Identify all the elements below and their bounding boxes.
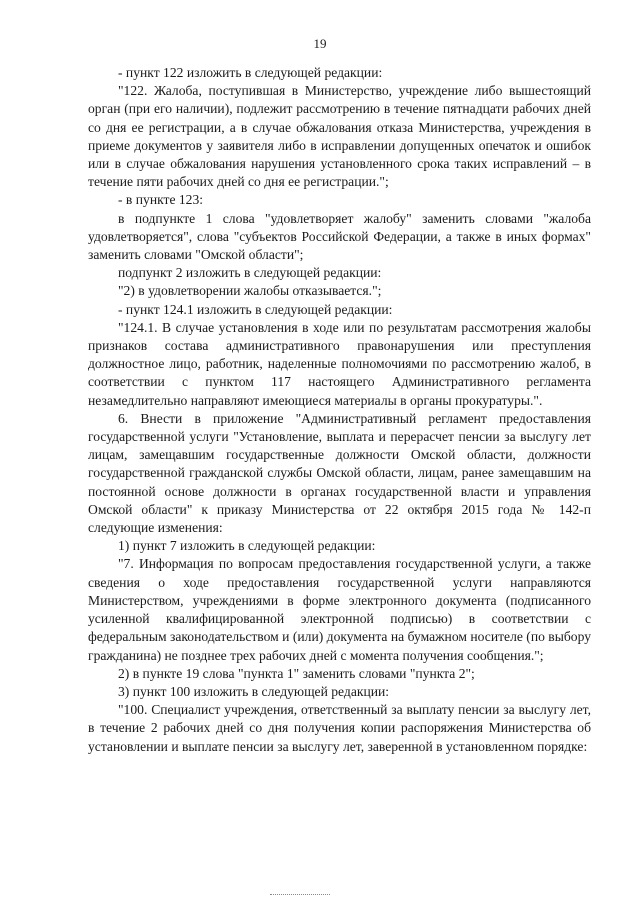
paragraph: "122. Жалоба, поступившая в Министерство, учреждение либо вышестоящий орган (при его наличии), подлежит рассмотрению в течение пятнадцати рабочих дней со дня ее регистрации, а в случае обжалования отказа Министерства, учреждения в приеме документов у заявителя либо в исправлении допущенных опечаток и ошибок или в случае обжалования нарушения установленного срока таких исправлений – в течение пяти рабочих дней со дня ее регистрации."; xyxy=(88,83,591,190)
paragraph: - в пункте 123: xyxy=(118,192,204,208)
paragraph: 3) пункт 100 изложить в следующей редакции: xyxy=(118,683,390,699)
scan-artifact-divider xyxy=(270,894,330,897)
document-body xyxy=(88,64,591,756)
paragraph: "2) в удовлетворении жалобы отказывается."; xyxy=(118,283,382,299)
paragraph: "124.1. В случае установления в ходе или по результатам рассмотрения жалобы признаков состава административного правонарушения или преступления должностное лицо, работник, наделенные полномочиями по рассмотрению жалоб, в соответствии с пунктом 117 настоящего Административного регламента незамедлительно направляют имеющиеся материалы в органы прокуратуры.". xyxy=(88,319,591,408)
paragraph: "100. Специалист учреждения, ответственный за выплату пенсии за выслугу лет, в течение 2 рабочих дней со дня получения копии распоряжения Министерства об установлении и выплате пенсии за выслугу лет, заверенной в установленном порядке: xyxy=(88,702,591,754)
paragraph: 2) в пункте 19 слова "пункта 1" заменить словами "пункта 2"; xyxy=(118,665,475,681)
page-number: 19 xyxy=(313,36,327,51)
paragraph: - пункт 122 изложить в следующей редакции: xyxy=(118,65,383,80)
paragraph: "7. Информация по вопросам предоставления государственной услуги, а также сведения о ходе предоставления государственной услуги направляются Министерством, учреждениями в форме электронного документа (подписанного усиленной квалифицированной электронной подписью) в соответствии с федеральным законодательством и (или) документа на бумажном носителе (по выбору гражданина) не позднее трех рабочих дней с момента получения сообщения."; xyxy=(88,556,591,663)
paragraph: подпункт 2 изложить в следующей редакции: xyxy=(118,265,382,281)
paragraph: в подпункте 1 слова "удовлетворяет жалобу" заменить словами "жалоба удовлетворяется", слова "субъектов Российской Федерации, а также в иных формах" заменить словами "Омской области"; xyxy=(88,210,591,263)
paragraph: 6. Внести в приложение "Административный регламент предоставления государственной услуги "Установление, выплата и перерасчет пенсии за выслугу лет лицам, замещавшим государственные должности Омской области, должности государственной гражданской службы Омской области, лицам, ранее замещавшим на постоянной основе должности в органах государственной власти и управления Омской области" к приказу Министерства от 22 октября 2015 года № 142-п следующие изменения: xyxy=(88,410,591,536)
paragraph: 1) пункт 7 изложить в следующей редакции: xyxy=(118,538,376,554)
paragraph: - пункт 124.1 изложить в следующей редакции: xyxy=(118,301,393,317)
